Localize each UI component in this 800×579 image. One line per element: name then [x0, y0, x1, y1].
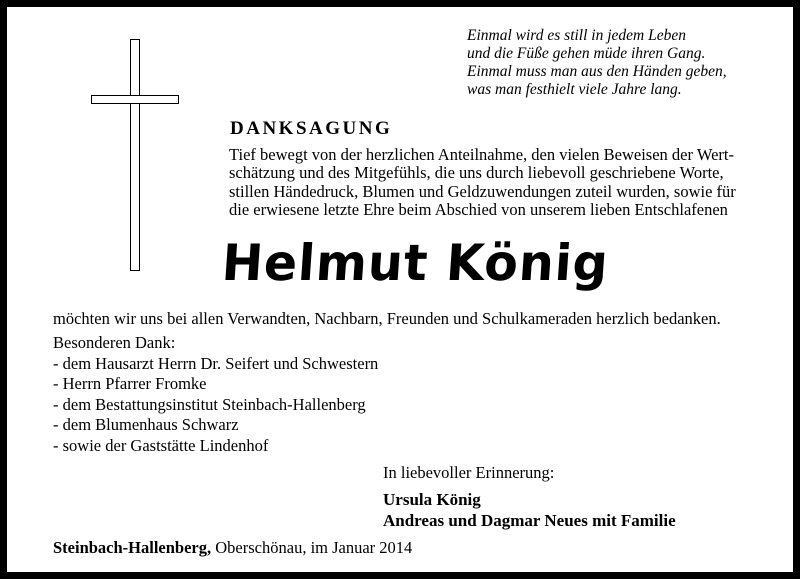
list-item: - dem Hausarzt Herrn Dr. Seifert und Schwestern — [53, 353, 379, 373]
heading: DANKSAGUNG — [230, 118, 393, 139]
list-item: - dem Blumenhaus Schwarz — [53, 415, 239, 434]
signer: Ursula König — [383, 490, 481, 509]
thanks-line: die erwiesene letzte Ehre beim Abschied von unserem lieben Entschlafenen — [229, 200, 728, 220]
place-city: Steinbach-Hallenberg, — [53, 538, 212, 557]
cross-icon — [91, 39, 181, 271]
list-item: - dem Bestattungsinstitut Steinbach-Hallenberg — [53, 394, 366, 414]
special-thanks-title: Besonderen Dank: — [53, 333, 176, 352]
thanks-paragraph — [229, 146, 799, 220]
memory-line: In liebevoller Erinnerung: — [383, 463, 555, 482]
signers — [383, 490, 676, 531]
signer: Andreas und Dagmar Neues mit Familie — [383, 510, 676, 530]
special-thanks — [53, 333, 378, 456]
list-item: - sowie der Gaststätte Lindenhof — [53, 435, 269, 455]
thanks-line: Tief bewegt von der herzlichen Anteilnahme, den vielen Beweisen der Wert- — [229, 145, 734, 164]
poem-line: Einmal wird es still in jedem Leben — [467, 27, 686, 44]
poem-line: was man festhielt viele Jahre lang. — [467, 81, 682, 98]
deceased-name: Helmut König — [220, 234, 611, 292]
thanks-line: stillen Händedruck, Blumen und Geldzuwendungen zuteil wurden, sowie für — [229, 181, 736, 201]
poem-line: Einmal muss man aus den Händen geben, — [467, 63, 727, 80]
place-date — [53, 538, 412, 558]
poem-line: und die Füße gehen müde ihren Gang. — [467, 45, 706, 62]
list-item: - Herrn Pfarrer Fromke — [53, 374, 207, 393]
intro-line: möchten wir uns bei allen Verwandten, Nachbarn, Freunden und Schulkameraden herzlich bedanken. — [53, 309, 721, 328]
place-rest: Oberschönau, im Januar 2014 — [211, 538, 413, 557]
thanks-line: schätzung und des Mitgefühls, die uns durch liebevoll geschriebene Worte, — [229, 163, 724, 183]
poem — [467, 27, 787, 99]
